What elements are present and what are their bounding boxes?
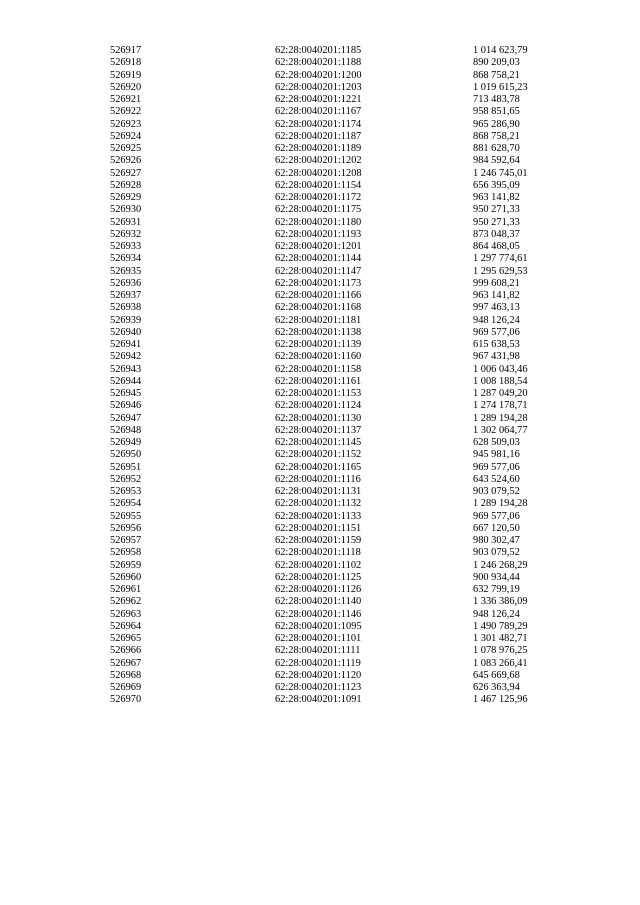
- table-row: [110, 290, 570, 302]
- cadastral-value-cell: 903 079,52: [473, 486, 520, 497]
- cadastral-number-cell: 62:28:0040201:1125: [275, 571, 362, 583]
- cadastral-value-cell: 1 302 064,77: [473, 424, 528, 436]
- cadastral-value-cell: 1 289 194,28: [473, 498, 528, 510]
- cadastral-value-cell: 632 799,19: [473, 584, 520, 595]
- cadastral-value-cell: 963 141,82: [473, 192, 520, 203]
- table-row: [110, 486, 570, 498]
- row-number-cell: 526927: [110, 167, 142, 179]
- row-number-cell: 526953: [110, 486, 142, 497]
- cadastral-number-cell: 62:28:0040201:1188: [275, 57, 362, 69]
- cadastral-number-cell: 62:28:0040201:1138: [275, 326, 362, 338]
- cadastral-value-cell: 1 295 629,53: [473, 265, 528, 277]
- cadastral-number-cell: 62:28:0040201:1152: [275, 449, 362, 461]
- cadastral-number-cell: 62:28:0040201:1185: [275, 45, 362, 56]
- row-number-cell: 526963: [110, 608, 142, 620]
- row-number-cell: 526954: [110, 498, 142, 510]
- table-row: [110, 511, 570, 523]
- row-number-cell: 526922: [110, 106, 142, 118]
- cadastral-number-cell: 62:28:0040201:1175: [275, 204, 362, 216]
- cadastral-number-cell: 62:28:0040201:1168: [275, 302, 362, 314]
- row-number-cell: 526926: [110, 155, 142, 167]
- cadastral-number-cell: 62:28:0040201:1180: [275, 216, 362, 228]
- cadastral-value-cell: 1 289 194,28: [473, 412, 528, 424]
- cadastral-value-cell: 643 524,60: [473, 473, 520, 485]
- table-row: [110, 633, 570, 645]
- cadastral-value-cell: 667 120,50: [473, 522, 520, 534]
- row-number-cell: 526966: [110, 645, 142, 657]
- cadastral-value-cell: 1 490 789,29: [473, 620, 528, 632]
- cadastral-value-cell: 958 851,65: [473, 106, 520, 118]
- cadastral-value-cell: 713 483,78: [473, 94, 520, 105]
- cadastral-value-cell: 1 467 125,96: [473, 694, 528, 706]
- cadastral-value-cell: 615 638,53: [473, 339, 520, 350]
- row-number-cell: 526957: [110, 535, 142, 546]
- cadastral-number-cell: 62:28:0040201:1146: [275, 608, 362, 620]
- row-number-cell: 526952: [110, 473, 142, 485]
- cadastral-value-cell: 1 301 482,71: [473, 633, 528, 644]
- cadastral-number-cell: 62:28:0040201:1181: [275, 314, 362, 326]
- cadastral-number-cell: 62:28:0040201:1189: [275, 143, 362, 154]
- cadastral-number-cell: 62:28:0040201:1221: [275, 94, 362, 105]
- cadastral-number-cell: 62:28:0040201:1174: [275, 118, 362, 130]
- cadastral-number-cell: 62:28:0040201:1208: [275, 167, 362, 179]
- table-row: [110, 572, 570, 584]
- cadastral-value-cell: 984 592,64: [473, 155, 520, 167]
- cadastral-number-cell: 62:28:0040201:1153: [275, 388, 362, 399]
- table-row: [110, 535, 570, 547]
- cadastral-value-cell: 626 363,94: [473, 682, 520, 693]
- row-number-cell: 526925: [110, 143, 142, 154]
- table-row: [110, 339, 570, 351]
- cadastral-number-cell: 62:28:0040201:1095: [275, 620, 362, 632]
- row-number-cell: 526930: [110, 204, 142, 216]
- cadastral-number-cell: 62:28:0040201:1137: [275, 424, 362, 436]
- table-row: [110, 94, 570, 106]
- row-number-cell: 526948: [110, 424, 142, 436]
- table-row: [110, 645, 570, 657]
- cadastral-value-cell: 967 431,98: [473, 351, 520, 363]
- table-row: [110, 498, 570, 510]
- row-number-cell: 526945: [110, 388, 142, 399]
- table-row: [110, 351, 570, 363]
- cadastral-number-cell: 62:28:0040201:1139: [275, 339, 362, 350]
- table-row: [110, 584, 570, 596]
- cadastral-value-cell: 890 209,03: [473, 57, 520, 69]
- table-row: [110, 376, 570, 388]
- table-row: [110, 621, 570, 633]
- table-row: [110, 278, 570, 290]
- row-number-cell: 526956: [110, 522, 142, 534]
- table-row: [110, 106, 570, 118]
- row-number-cell: 526941: [110, 339, 142, 350]
- table-row: [110, 658, 570, 670]
- row-number-cell: 526964: [110, 620, 142, 632]
- cadastral-value-cell: 965 286,90: [473, 118, 520, 130]
- row-number-cell: 526965: [110, 633, 142, 644]
- row-number-cell: 526920: [110, 81, 142, 93]
- table-row: [110, 364, 570, 376]
- cadastral-value-cell: 656 395,09: [473, 179, 520, 191]
- cadastral-value-cell: 900 934,44: [473, 571, 520, 583]
- row-number-cell: 526958: [110, 547, 142, 559]
- cadastral-number-cell: 62:28:0040201:1173: [275, 277, 362, 289]
- row-number-cell: 526970: [110, 694, 142, 706]
- cadastral-value-cell: 948 126,24: [473, 608, 520, 620]
- table-row: [110, 327, 570, 339]
- cadastral-number-cell: 62:28:0040201:1091: [275, 694, 362, 706]
- cadastral-value-cell: 1 336 386,09: [473, 596, 528, 608]
- row-number-cell: 526937: [110, 290, 142, 301]
- cadastral-number-cell: 62:28:0040201:1158: [275, 363, 362, 375]
- cadastral-value-cell: 980 302,47: [473, 535, 520, 546]
- cadastral-number-cell: 62:28:0040201:1167: [275, 106, 362, 118]
- cadastral-number-cell: 62:28:0040201:1102: [275, 559, 362, 571]
- table-row: [110, 241, 570, 253]
- cadastral-value-cell: 969 577,06: [473, 461, 520, 473]
- row-number-cell: 526955: [110, 510, 142, 522]
- cadastral-value-cell: 948 126,24: [473, 314, 520, 326]
- cadastral-value-table: [110, 45, 570, 707]
- table-row: [110, 437, 570, 449]
- table-row: [110, 143, 570, 155]
- cadastral-number-cell: 62:28:0040201:1201: [275, 241, 362, 252]
- row-number-cell: 526947: [110, 412, 142, 424]
- row-number-cell: 526959: [110, 559, 142, 571]
- table-row: [110, 682, 570, 694]
- table-row: [110, 388, 570, 400]
- cadastral-value-cell: 1 297 774,61: [473, 253, 528, 265]
- table-row: [110, 168, 570, 180]
- cadastral-number-cell: 62:28:0040201:1111: [275, 645, 361, 657]
- table-row: [110, 204, 570, 216]
- cadastral-number-cell: 62:28:0040201:1203: [275, 81, 362, 93]
- cadastral-number-cell: 62:28:0040201:1119: [275, 657, 361, 669]
- cadastral-number-cell: 62:28:0040201:1132: [275, 498, 362, 510]
- row-number-cell: 526919: [110, 69, 142, 81]
- row-number-cell: 526951: [110, 461, 142, 473]
- cadastral-number-cell: 62:28:0040201:1160: [275, 351, 362, 363]
- table-row: [110, 596, 570, 608]
- table-row: [110, 425, 570, 437]
- cadastral-value-cell: 1 078 976,25: [473, 645, 528, 657]
- table-row: [110, 45, 570, 57]
- row-number-cell: 526928: [110, 179, 142, 191]
- cadastral-value-cell: 950 271,33: [473, 204, 520, 216]
- cadastral-value-cell: 1 006 043,46: [473, 363, 528, 375]
- table-row: [110, 217, 570, 229]
- row-number-cell: 526935: [110, 265, 142, 277]
- table-row: [110, 400, 570, 412]
- row-number-cell: 526924: [110, 130, 142, 142]
- row-number-cell: 526938: [110, 302, 142, 314]
- cadastral-number-cell: 62:28:0040201:1140: [275, 596, 362, 608]
- table-row: [110, 560, 570, 572]
- cadastral-value-cell: 969 577,06: [473, 510, 520, 522]
- row-number-cell: 526943: [110, 363, 142, 375]
- cadastral-value-cell: 1 246 268,29: [473, 559, 528, 571]
- cadastral-number-cell: 62:28:0040201:1154: [275, 179, 362, 191]
- cadastral-number-cell: 62:28:0040201:1126: [275, 584, 362, 595]
- cadastral-value-cell: 868 758,21: [473, 69, 520, 81]
- table-row: [110, 70, 570, 82]
- cadastral-number-cell: 62:28:0040201:1133: [275, 510, 362, 522]
- table-row: [110, 315, 570, 327]
- cadastral-number-cell: 62:28:0040201:1120: [275, 669, 362, 681]
- cadastral-value-cell: 873 048,37: [473, 228, 520, 240]
- table-row: [110, 609, 570, 621]
- cadastral-value-cell: 999 608,21: [473, 277, 520, 289]
- row-number-cell: 526946: [110, 400, 142, 412]
- row-number-cell: 526949: [110, 437, 142, 448]
- cadastral-number-cell: 62:28:0040201:1124: [275, 400, 362, 412]
- row-number-cell: 526933: [110, 241, 142, 252]
- row-number-cell: 526929: [110, 192, 142, 203]
- cadastral-value-cell: 1 246 745,01: [473, 167, 528, 179]
- cadastral-number-cell: 62:28:0040201:1187: [275, 130, 362, 142]
- cadastral-value-cell: 903 079,52: [473, 547, 520, 559]
- cadastral-number-cell: 62:28:0040201:1165: [275, 461, 362, 473]
- table-row: [110, 413, 570, 425]
- table-row: [110, 449, 570, 461]
- row-number-cell: 526939: [110, 314, 142, 326]
- table-row: [110, 229, 570, 241]
- cadastral-value-cell: 868 758,21: [473, 130, 520, 142]
- cadastral-value-cell: 945 981,16: [473, 449, 520, 461]
- cadastral-value-cell: 1 287 049,20: [473, 388, 528, 399]
- cadastral-value-cell: 963 141,82: [473, 290, 520, 301]
- cadastral-number-cell: 62:28:0040201:1145: [275, 437, 362, 448]
- table-row: [110, 180, 570, 192]
- cadastral-number-cell: 62:28:0040201:1193: [275, 228, 362, 240]
- cadastral-value-cell: 1 274 178,71: [473, 400, 528, 412]
- cadastral-value-cell: 1 008 188,54: [473, 375, 528, 387]
- row-number-cell: 526934: [110, 253, 142, 265]
- row-number-cell: 526918: [110, 57, 142, 69]
- cadastral-number-cell: 62:28:0040201:1166: [275, 290, 362, 301]
- table-row: [110, 670, 570, 682]
- cadastral-number-cell: 62:28:0040201:1202: [275, 155, 362, 167]
- row-number-cell: 526923: [110, 118, 142, 130]
- cadastral-number-cell: 62:28:0040201:1172: [275, 192, 362, 203]
- table-row: [110, 155, 570, 167]
- row-number-cell: 526962: [110, 596, 142, 608]
- cadastral-value-cell: 969 577,06: [473, 326, 520, 338]
- cadastral-number-cell: 62:28:0040201:1123: [275, 682, 362, 693]
- row-number-cell: 526960: [110, 571, 142, 583]
- cadastral-number-cell: 62:28:0040201:1101: [275, 633, 362, 644]
- cadastral-number-cell: 62:28:0040201:1200: [275, 69, 362, 81]
- cadastral-number-cell: 62:28:0040201:1159: [275, 535, 362, 546]
- cadastral-value-cell: 1 014 623,79: [473, 45, 528, 56]
- row-number-cell: 526961: [110, 584, 142, 595]
- row-number-cell: 526969: [110, 682, 142, 693]
- table-row: [110, 192, 570, 204]
- row-number-cell: 526968: [110, 669, 142, 681]
- table-row: [110, 253, 570, 265]
- table-row: [110, 131, 570, 143]
- row-number-cell: 526944: [110, 375, 142, 387]
- cadastral-value-cell: 1 083 266,41: [473, 657, 528, 669]
- table-row: [110, 82, 570, 94]
- cadastral-value-cell: 950 271,33: [473, 216, 520, 228]
- table-row: [110, 266, 570, 278]
- row-number-cell: 526932: [110, 228, 142, 240]
- row-number-cell: 526931: [110, 216, 142, 228]
- cadastral-value-cell: 881 628,70: [473, 143, 520, 154]
- cadastral-number-cell: 62:28:0040201:1144: [275, 253, 362, 265]
- cadastral-value-cell: 645 669,68: [473, 669, 520, 681]
- cadastral-value-cell: 1 019 615,23: [473, 81, 528, 93]
- cadastral-number-cell: 62:28:0040201:1147: [275, 265, 362, 277]
- cadastral-value-cell: 997 463,13: [473, 302, 520, 314]
- row-number-cell: 526942: [110, 351, 142, 363]
- table-row: [110, 547, 570, 559]
- table-row: [110, 474, 570, 486]
- cadastral-number-cell: 62:28:0040201:1151: [275, 522, 362, 534]
- row-number-cell: 526967: [110, 657, 142, 669]
- cadastral-number-cell: 62:28:0040201:1131: [275, 486, 362, 497]
- row-number-cell: 526936: [110, 277, 142, 289]
- table-row: [110, 119, 570, 131]
- table-row: [110, 57, 570, 69]
- table-row: [110, 694, 570, 706]
- cadastral-number-cell: 62:28:0040201:1116: [275, 473, 361, 485]
- cadastral-number-cell: 62:28:0040201:1161: [275, 375, 362, 387]
- table-row: [110, 523, 570, 535]
- cadastral-number-cell: 62:28:0040201:1130: [275, 412, 362, 424]
- cadastral-number-cell: 62:28:0040201:1118: [275, 547, 361, 559]
- row-number-cell: 526940: [110, 326, 142, 338]
- row-number-cell: 526917: [110, 45, 142, 56]
- row-number-cell: 526950: [110, 449, 142, 461]
- cadastral-value-cell: 864 468,05: [473, 241, 520, 252]
- cadastral-value-cell: 628 509,03: [473, 437, 520, 448]
- table-row: [110, 302, 570, 314]
- table-row: [110, 462, 570, 474]
- row-number-cell: 526921: [110, 94, 142, 105]
